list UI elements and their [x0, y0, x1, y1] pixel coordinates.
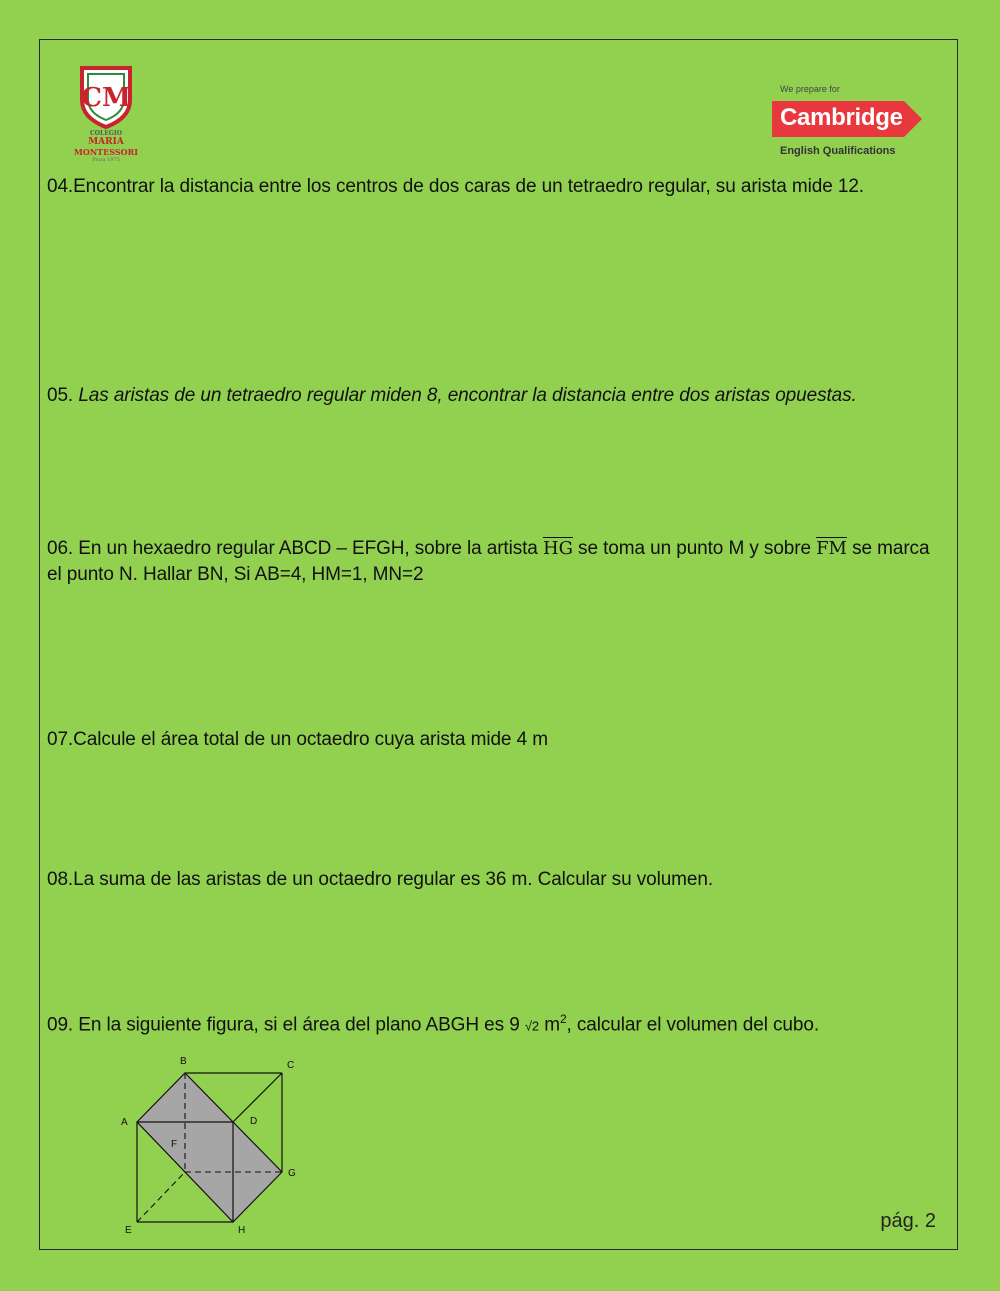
- question-05: [47, 383, 947, 409]
- label-c: C: [287, 1060, 295, 1071]
- school-crest-icon: [68, 64, 144, 130]
- question-05-number: 05.: [47, 385, 74, 406]
- unit-exponent: 2: [559, 1012, 567, 1026]
- cambridge-name: Cambridge: [780, 104, 903, 131]
- label-f: F: [171, 1139, 178, 1150]
- cambridge-logo: [772, 84, 932, 164]
- question-06-part-a: 06. En un hexaedro regular ABCD – EFGH, sobre la artista: [47, 538, 538, 559]
- label-g: G: [288, 1168, 296, 1179]
- school-logo: [68, 64, 144, 163]
- crest-initials: CM: [81, 83, 131, 113]
- page-number: pág. 2: [880, 1210, 936, 1232]
- cambridge-sub: English Qualifications: [780, 145, 896, 157]
- segment-fm: $\overline{FM}$: [816, 538, 847, 559]
- label-e: E: [125, 1225, 132, 1236]
- question-06-part-b: se toma un punto M y sobre: [578, 538, 811, 559]
- label-d: D: [250, 1116, 258, 1127]
- label-b: B: [180, 1056, 187, 1067]
- logo-line-4: Piura 1975: [92, 157, 120, 163]
- question-04: 04.Encontrar la distancia entre los centros de dos caras de un tetraedro regular, su arista mide 12.: [47, 176, 864, 197]
- question-06: [47, 536, 947, 588]
- question-08: 08.La suma de las aristas de un octaedro regular es 36 m. Calcular su volumen.: [47, 869, 714, 890]
- question-09-part-b: , calcular el volumen del cubo.: [566, 1014, 820, 1036]
- question-06-line-2: el punto N. Hallar BN, Si AB=4, HM=1, MN=2: [47, 564, 424, 585]
- label-h: H: [238, 1225, 246, 1236]
- logo-line-2: MARIA: [88, 137, 124, 147]
- question-06-part-c: se marca: [852, 538, 930, 559]
- question-09: [47, 1006, 947, 1039]
- question-05-text: Las aristas de un tetraedro regular miden 8, encontrar la distancia entre dos aristas opuestas.: [78, 385, 857, 406]
- label-a: A: [121, 1117, 128, 1128]
- segment-hg: $\overline{HG}$: [542, 538, 573, 559]
- unit-m: m: [544, 1014, 560, 1036]
- sqrt-two: √2: [524, 1018, 540, 1034]
- question-07: 07.Calcule el área total de un octaedro cuya arista mide 4 m: [47, 729, 548, 750]
- logo-line-3: MONTESSORI: [74, 147, 138, 157]
- cube-figure: [110, 1050, 320, 1240]
- cambridge-tagline: We prepare for: [780, 84, 840, 94]
- logo-line-1: COLEGIO: [90, 130, 122, 137]
- question-09-part-a: 09. En la siguiente figura, si el área del plano ABGH es 9: [47, 1014, 520, 1036]
